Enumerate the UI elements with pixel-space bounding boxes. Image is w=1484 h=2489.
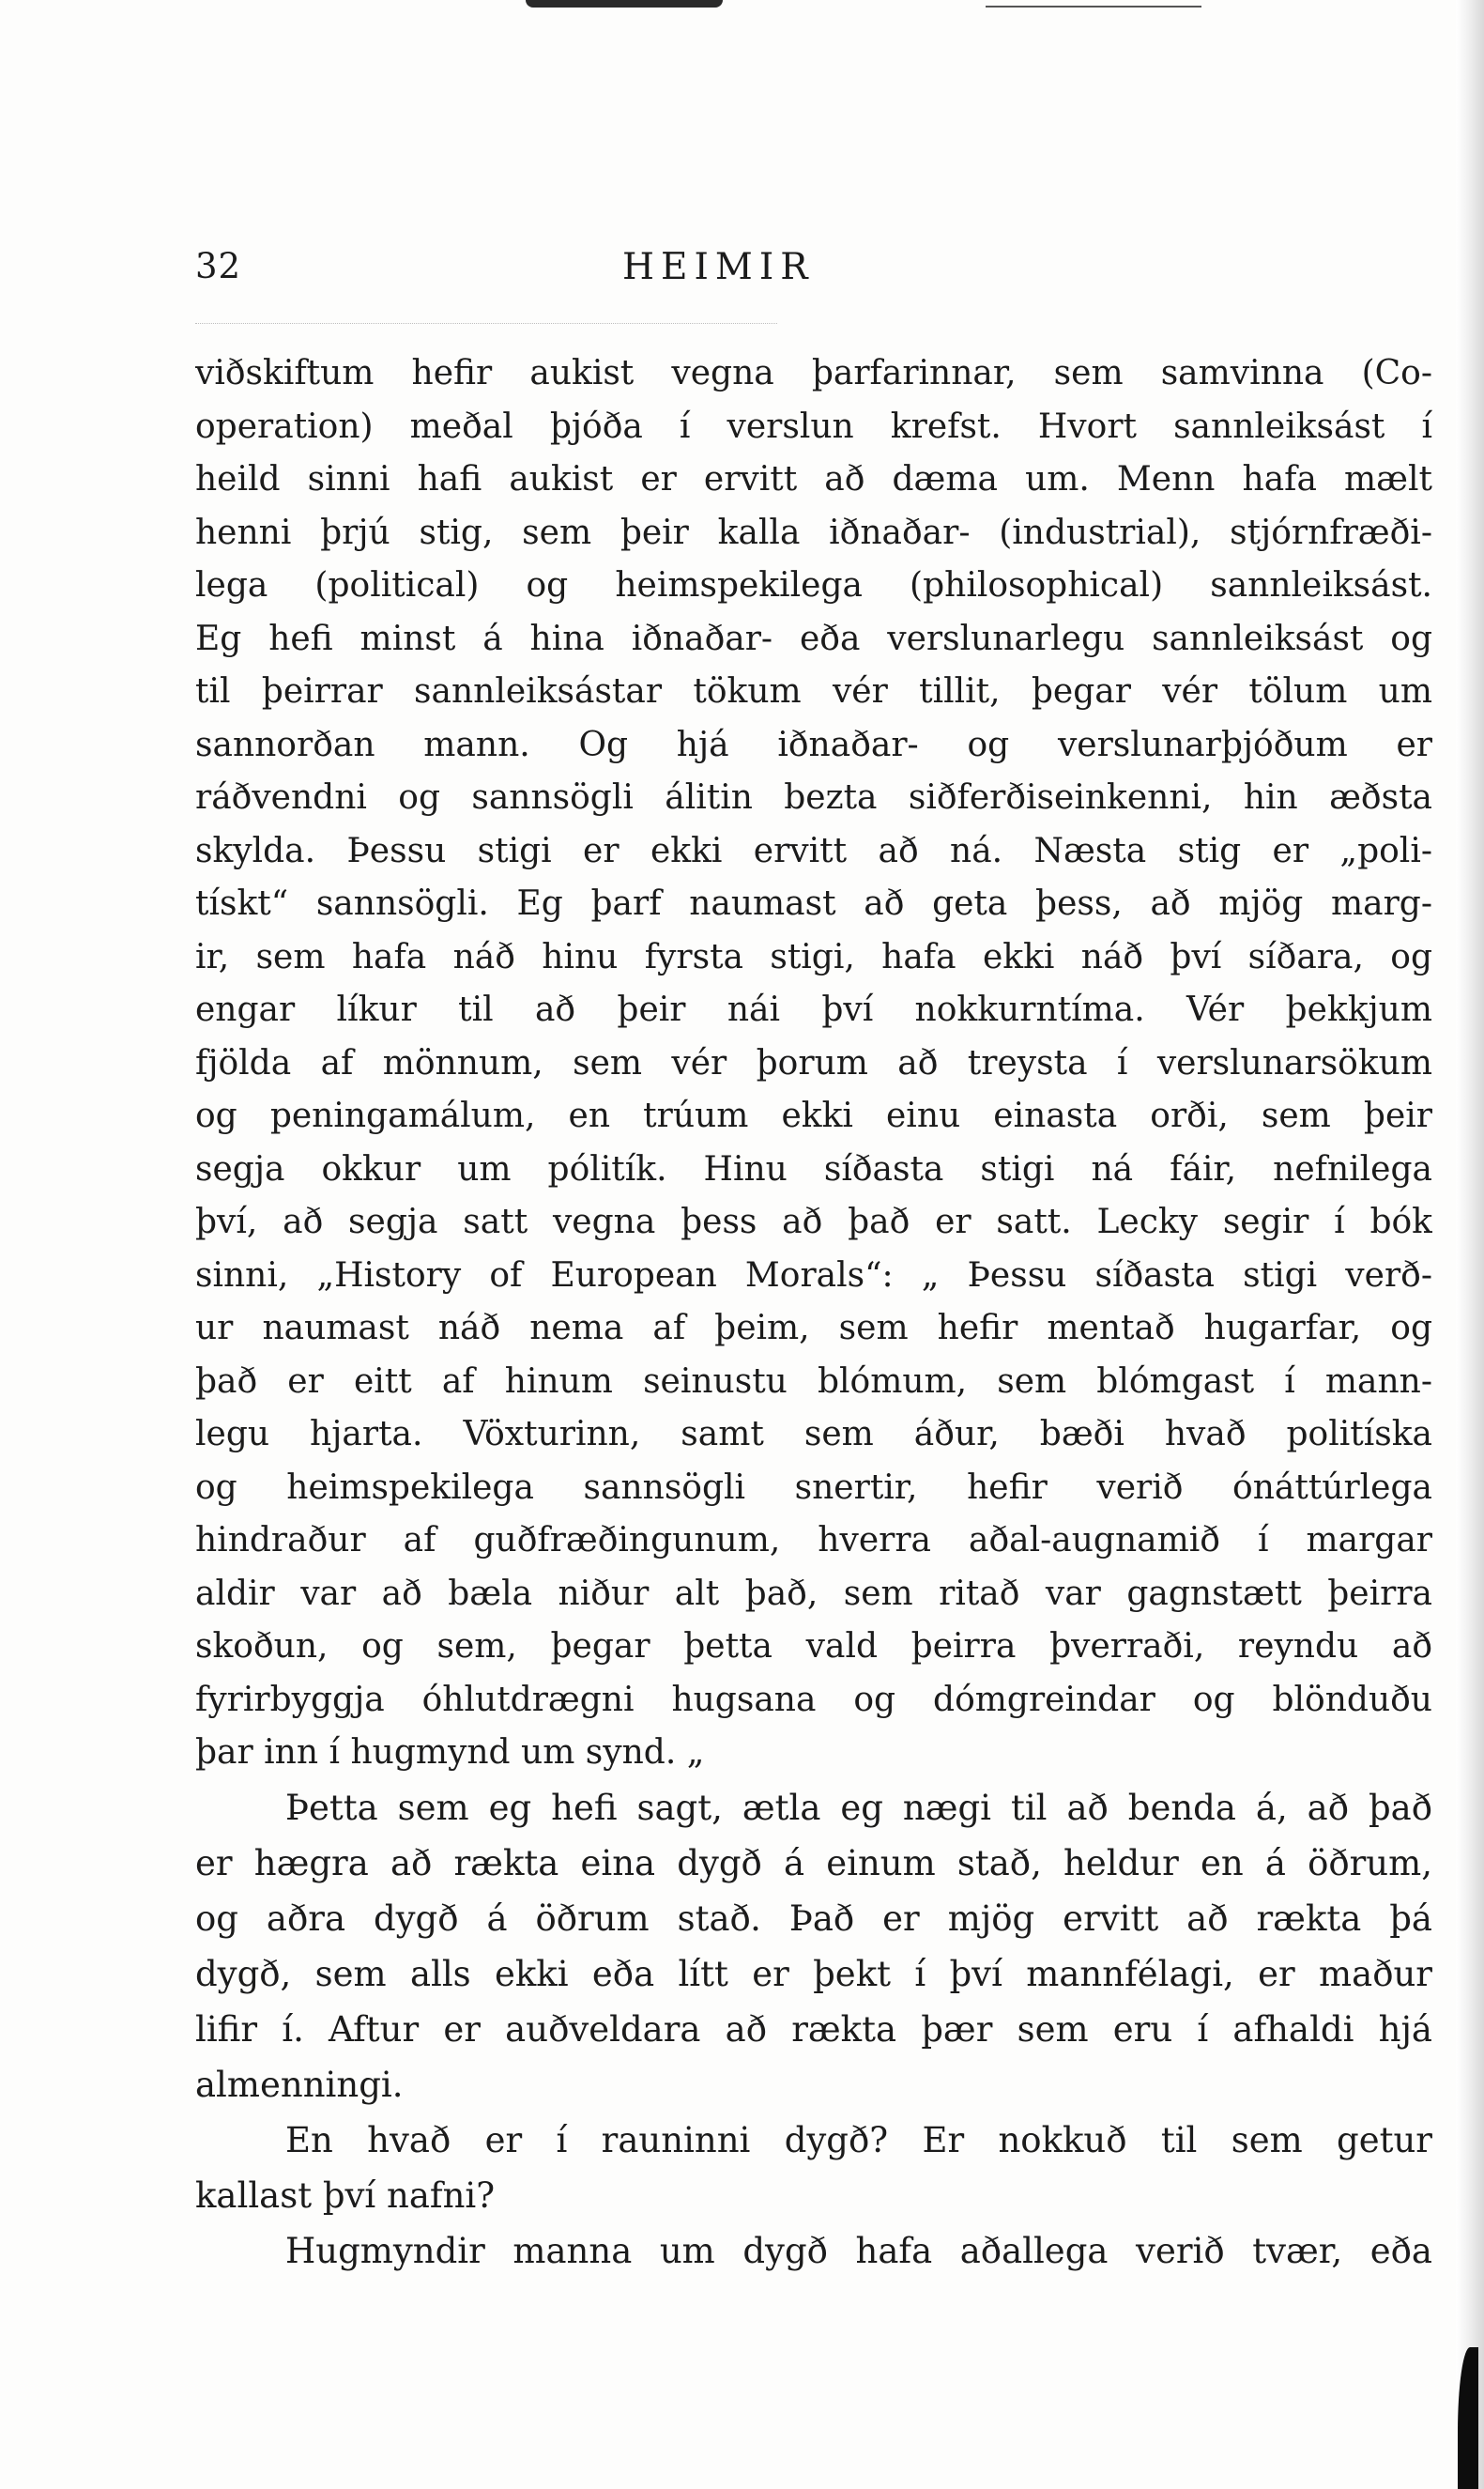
text-line: til þeirrar sannleiksástar tökum vér tillit, þegar vér tölum um (195, 672, 1432, 711)
text-line: kallast því nafni? (195, 2174, 496, 2216)
text-line: operation) meðal þjóða í verslun krefst. Hvort sannleiksást í (195, 407, 1432, 446)
text-line: dygð, sem alls ekki eða lítt er þekt í því mannfélagi, er maður (195, 1953, 1432, 1994)
text-line: legu hjarta. Vöxturinn, samt sem áður, bæði hvað politíska (195, 1415, 1432, 1453)
text-line: En hvað er í rauninni dygð? Er nokkuð til sem getur (285, 2119, 1432, 2160)
top-scan-line (986, 6, 1201, 8)
text-line: og heimspekilega sannsögli snertir, hefir verið ónáttúrlega (195, 1467, 1432, 1507)
page-header (195, 246, 1415, 302)
text-line: segja okkur um pólitík. Hinu síðasta stigi ná fáir, nefnilega (195, 1149, 1432, 1189)
text-line: Þetta sem eg hefi sagt, ætla eg nægi til að benda á, að það (285, 1787, 1432, 1828)
text-line: Eg hefi minst á hina iðnaðar- eða verslunarlegu sannleiksást og (195, 619, 1432, 658)
page-edge-shadow (1456, 0, 1484, 2489)
text-line: það er eitt af hinum seinustu blómum, sem blómgast í mann- (195, 1361, 1432, 1401)
text-line: er hægra að rækta eina dygð á einum stað, heldur en á öðrum, (195, 1842, 1432, 1883)
page-number: 32 (195, 246, 242, 286)
text-line: henni þrjú stig, sem þeir kalla iðnaðar- (industrial), stjórnfræði- (195, 513, 1432, 552)
text-line: fjölda af mönnum, sem vér þorum að treysta í verslunarsökum (195, 1043, 1432, 1083)
text-line: lifir í. Aftur er auðveldara að rækta þær sem eru í afhaldi hjá (195, 2008, 1432, 2050)
text-line: ir, sem hafa náð hinu fyrsta stigi, hafa ekki náð því síðara, og (195, 937, 1432, 976)
text-line: því, að segja satt vegna þess að það er satt. Lecky segir í bók (195, 1203, 1432, 1241)
text-line: lega (political) og heimspekilega (philosophical) sannleiksást. (195, 566, 1432, 605)
text-line: skoðun, og sem, þegar þetta vald þeirra þverraði, reyndu að (195, 1627, 1432, 1666)
text-line: Hugmyndir manna um dygð hafa aðallega verið tvær, eða (285, 2230, 1432, 2271)
text-line: og peningamálum, en trúum ekki einu einasta orði, sem þeir (195, 1097, 1432, 1135)
header-rule (195, 323, 777, 325)
body-text (195, 347, 1432, 2279)
text-line: ráðvendni og sannsögli álitin bezta siðferðiseinkenni, hin æðsta (195, 778, 1432, 817)
text-line: ur naumast náð nema af þeim, sem hefir mentað hugarfar, og (195, 1309, 1432, 1347)
text-line: tískt“ sannsögli. Eg þarf naumast að geta þess, að mjög marg- (195, 884, 1432, 923)
running-title: HEIMIR (622, 246, 815, 288)
text-line: skylda. Þessu stigi er ekki ervitt að ná. Næsta stig er „poli- (195, 831, 1432, 870)
text-line: heild sinni hafi aukist er ervitt að dæma um. Menn hafa mælt (195, 460, 1432, 499)
text-line: almenningi. (195, 2064, 404, 2105)
text-line: sannorðan mann. Og hjá iðnaðar- og verslunarþjóðum er (195, 725, 1432, 764)
text-line: hindraður af guðfræðingunum, hverra aðal-augnamið í margar (195, 1521, 1432, 1559)
text-line: aldir var að bæla niður alt það, sem ritað var gagnstætt þeirra (195, 1574, 1432, 1613)
text-line: fyrirbyggja óhlutdrægni hugsana og dómgreindar og blönduðu (195, 1680, 1432, 1719)
top-ink-smudge (526, 0, 723, 8)
text-line: þar inn í hugmynd um synd. „ (195, 1733, 705, 1772)
text-line: sinni, „History of European Morals“: „ Þessu síðasta stigi verð- (195, 1255, 1432, 1295)
text-line: og aðra dygð á öðrum stað. Það er mjög ervitt að rækta þá (195, 1897, 1432, 1939)
text-line: engar líkur til að þeir nái því nokkurntíma. Vér þekkjum (195, 991, 1432, 1029)
text-line: viðskiftum hefir aukist vegna þarfarinnar, sem samvinna (Co- (195, 354, 1432, 392)
